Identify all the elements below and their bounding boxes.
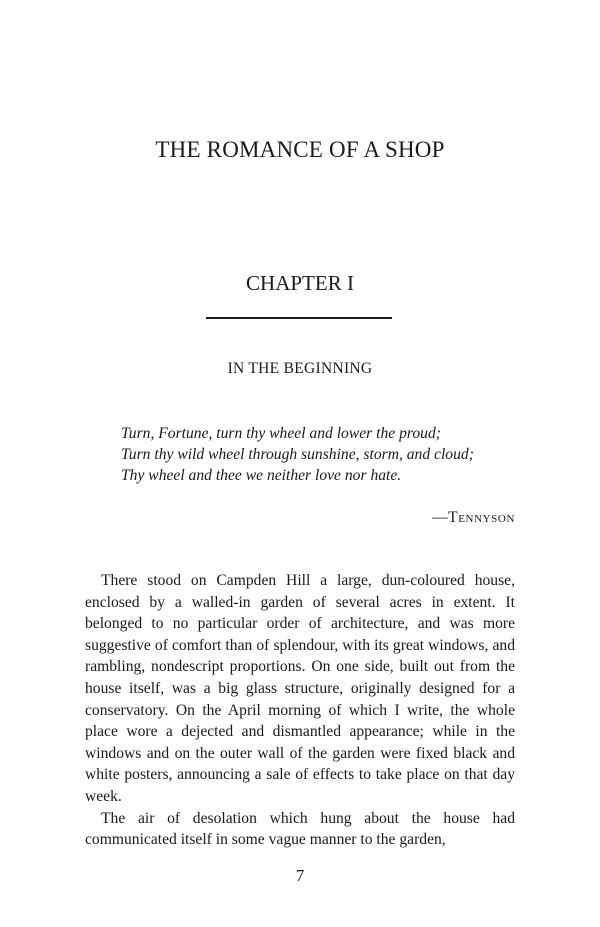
chapter-number: CHAPTER I xyxy=(246,271,354,295)
book-title: THE ROMANCE OF A SHOP xyxy=(155,137,445,162)
paragraph: There stood on Campden Hill a large, dun-coloured house, enclosed by a walled-in garden of several acres in extent. It belonged to no particular order of architecture, and was more suggestive of comfort than of splendour, with its great windows, and rambling, nondescript proportions. On one side, built out from the house itself, was a big glass structure, originally designed for a conservatory. On the April morning of which I write, the whole place wore a dejected and dismantled appearance; while in the windows and on the outer wall of the garden were fixed black and white posters, announcing a sale of effects to take place on that day week. xyxy=(85,572,515,805)
epigraph-line: Thy wheel and thee we neither love nor hate. xyxy=(121,467,402,484)
chapter-subtitle: IN THE BEGINNING xyxy=(227,360,373,377)
chapter-divider xyxy=(206,317,392,319)
body-text xyxy=(85,570,515,851)
epigraph-attribution: —Tennyson xyxy=(432,509,515,526)
epigraph xyxy=(121,423,521,486)
paragraph: The air of desolation which hung about the house had communicated itself in some vague manner to the garden, xyxy=(85,809,515,849)
page-number: 7 xyxy=(295,866,305,885)
epigraph-line: Turn thy wild wheel through sunshine, storm, and cloud; xyxy=(121,446,474,463)
epigraph-line: Turn, Fortune, turn thy wheel and lower the proud; xyxy=(121,425,441,442)
